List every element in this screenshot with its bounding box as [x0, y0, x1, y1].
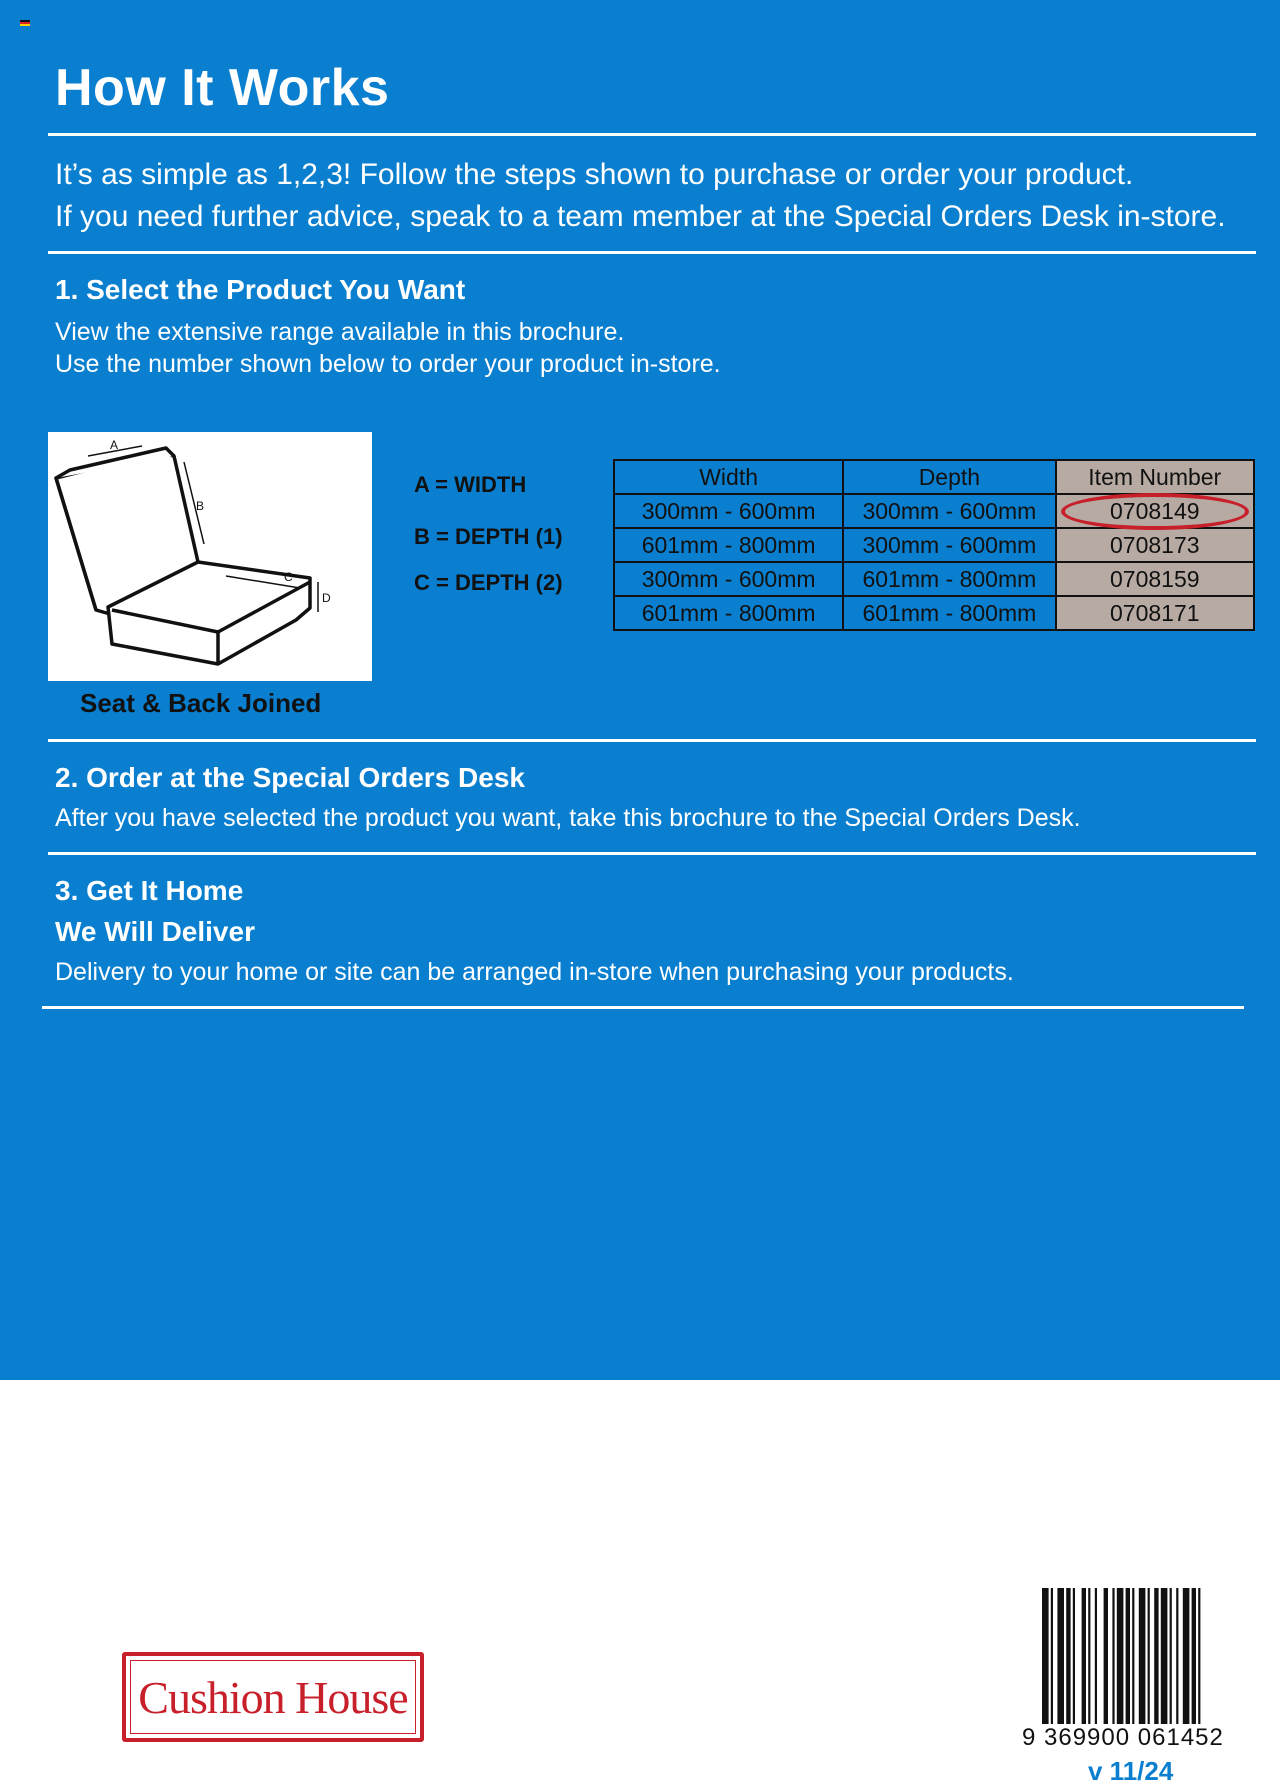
- logo-text: Cushion House: [138, 1671, 408, 1723]
- cell-depth: 300mm - 600mm: [843, 494, 1055, 528]
- cell-depth: 300mm - 600mm: [843, 528, 1055, 562]
- label-d: D: [322, 591, 331, 605]
- seat-back-cushion-illustration: [48, 432, 372, 681]
- table-row: [614, 562, 1254, 596]
- step3-subheading: We Will Deliver: [55, 916, 255, 947]
- step1-line-1: View the extensive range available in this brochure.: [55, 318, 625, 346]
- step1-heading: 1. Select the Product You Want: [55, 274, 466, 305]
- legend-depth-1: B = DEPTH (1): [414, 524, 563, 549]
- legend-width: A = WIDTH: [414, 472, 527, 497]
- cell-depth: 601mm - 800mm: [843, 562, 1055, 596]
- cell-item-number: 0708171: [1056, 596, 1254, 630]
- version-label: v 11/24: [1088, 1756, 1174, 1786]
- cell-width: 300mm - 600mm: [614, 562, 843, 596]
- cell-item-number: 0708159: [1056, 562, 1254, 596]
- barcode-digits: 9 369900 061452: [1022, 1724, 1224, 1751]
- cushion-diagram: [48, 432, 372, 681]
- label-a: A: [110, 438, 119, 452]
- table-row: [614, 494, 1254, 528]
- divider: [48, 251, 1256, 254]
- flag-icon: [20, 20, 30, 26]
- divider: [48, 133, 1256, 136]
- cell-width: 300mm - 600mm: [614, 494, 843, 528]
- diagram-caption: Seat & Back Joined: [80, 688, 322, 718]
- divider: [42, 1006, 1244, 1009]
- cell-width: 601mm - 800mm: [614, 528, 843, 562]
- cushion-house-logo: [122, 1652, 424, 1742]
- divider: [48, 852, 1256, 855]
- header-width: Width: [614, 460, 843, 494]
- step3-text: Delivery to your home or site can be arranged in-store when purchasing your products.: [55, 958, 1014, 986]
- cell-width: 601mm - 800mm: [614, 596, 843, 630]
- step1-line-2: Use the number shown below to order your product in-store.: [55, 350, 721, 378]
- table-header-row: [614, 460, 1254, 494]
- cell-depth: 601mm - 800mm: [843, 596, 1055, 630]
- highlight-ring: [1061, 493, 1249, 530]
- intro-line-1: It’s as simple as 1,2,3! Follow the steps shown to purchase or order your product.: [55, 158, 1134, 191]
- label-c: C: [284, 570, 293, 584]
- legend-depth-2: C = DEPTH (2): [414, 570, 563, 595]
- item-number-text: 0708149: [1109, 497, 1200, 524]
- label-b: B: [196, 499, 205, 513]
- step3-heading: 3. Get It Home: [55, 875, 244, 906]
- table-row: [614, 528, 1254, 562]
- intro-line-2: If you need further advice, speak to a team member at the Special Orders Desk in-store.: [55, 200, 1226, 233]
- size-table: [613, 459, 1255, 631]
- cell-item-number: 0708173: [1056, 528, 1254, 562]
- step2-heading: 2. Order at the Special Orders Desk: [55, 762, 525, 793]
- divider: [48, 739, 1256, 742]
- step2-text: After you have selected the product you want, take this brochure to the Special Orders Desk.: [55, 804, 1081, 832]
- header-item-number: Item Number: [1056, 460, 1254, 494]
- page-title: How It Works: [55, 59, 390, 117]
- cell-item-number: [1056, 494, 1254, 528]
- table-row: [614, 596, 1254, 630]
- header-depth: Depth: [843, 460, 1055, 494]
